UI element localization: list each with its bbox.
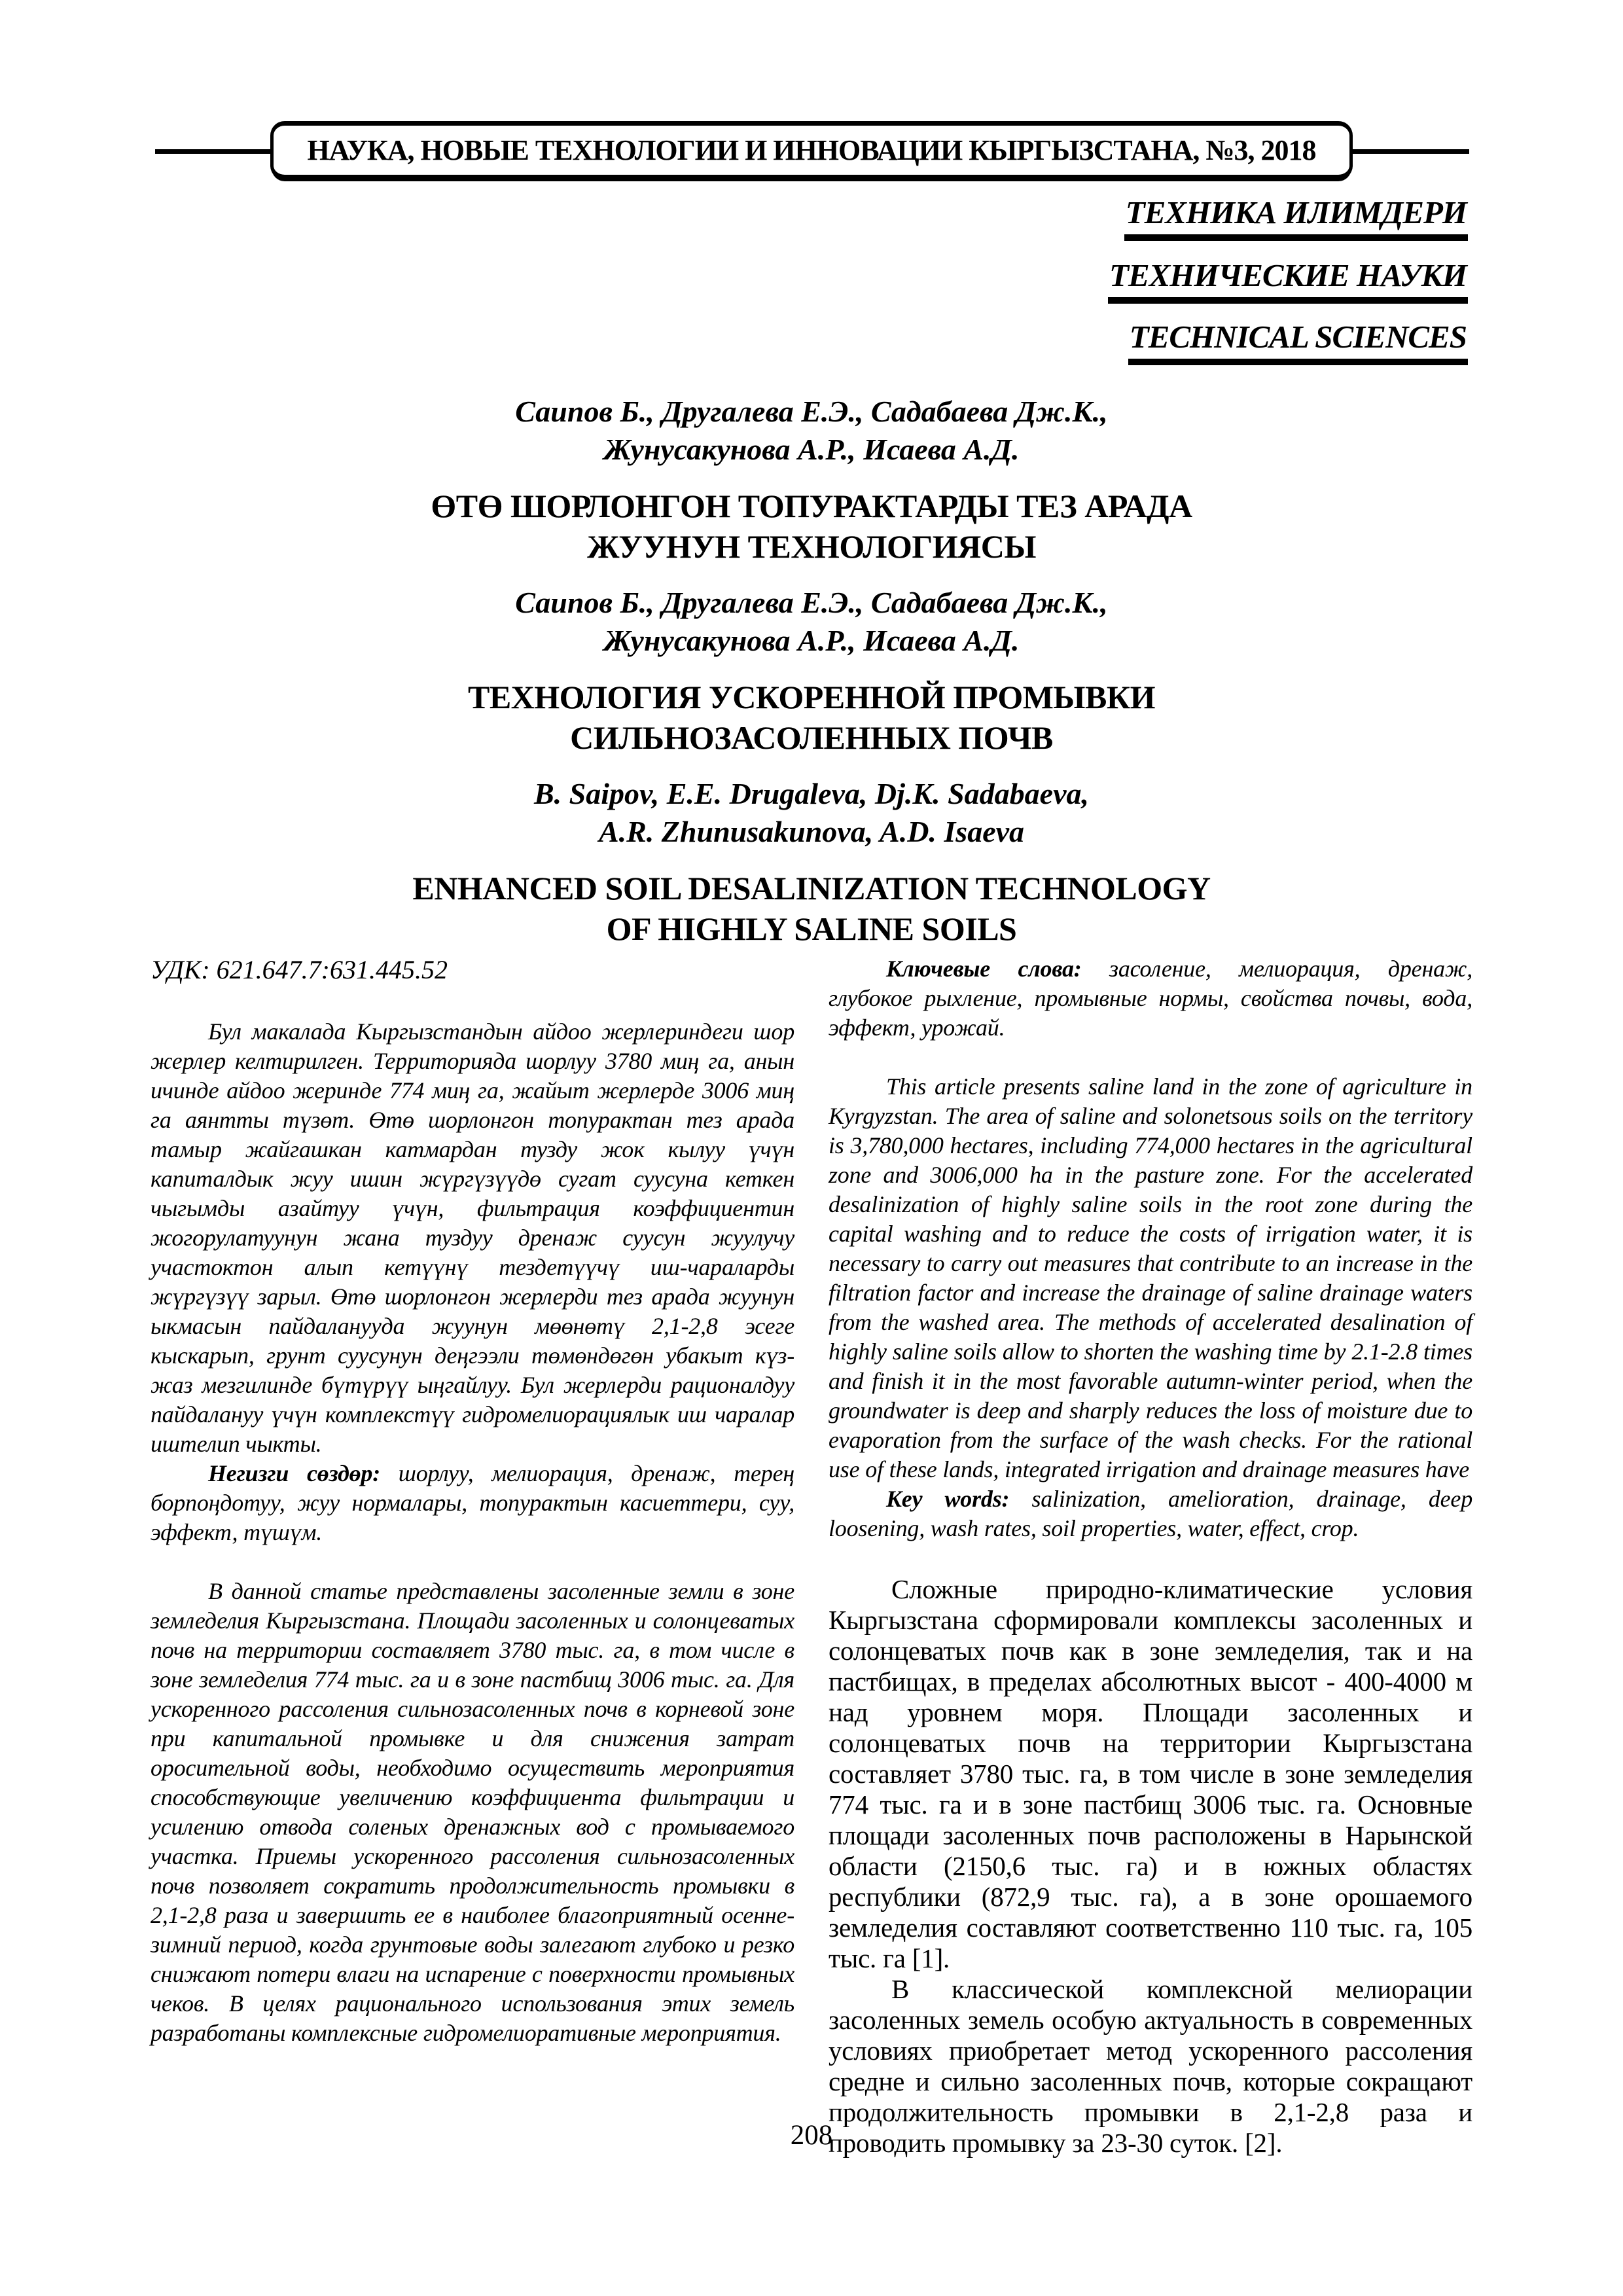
header-rule-left — [155, 149, 272, 154]
journal-title: НАУКА, НОВЫЕ ТЕХНОЛОГИИ И ИННОВАЦИИ КЫРГЫЗСТАНА, №3, 2018 — [307, 134, 1316, 166]
header-rule-right — [1352, 149, 1469, 154]
section-heading-russian-label: ТЕХНИЧЕСКИЕ НАУКИ — [1108, 257, 1468, 304]
authors-english-line1: B. Saipov, E.E. Drugaleva, Dj.K. Sadabaeva, — [533, 777, 1090, 810]
keywords-english-text: salinization, amelioration, drainage, deep loosening, wash rates, soil properties, water, effect, crop. — [829, 1486, 1472, 1541]
section-heading-kyrgyz-label: ТЕХНИКА ИЛИМДЕРИ — [1124, 194, 1468, 241]
abstract-russian: В данной статье представлены засоленные земли в зоне земледелия Кыргызстана. Площади засоленных и солонцеватых почв на территории составляет 3780 тыс. га, в том числе в зоне земледелия 774 тыс. га и в зоне пастбищ 3006 тыс. га. Для ускоренного рассоления сильнозасоленных почв в корневой зоне при капитальной промывке и для снижения затрат оросительной воды, необходимо осуществить мероприятия способствующие увеличению коэффициента фильтрации и усилению отвода соленых дренажных вод с промываемого участка. Приемы ускоренного рассоления сильнозасоленных почв позволяет сократить продолжительность промывки в 2,1-2,8 раза и завершить ее в наиболее благоприятный осенне-зимний период, когда грунтовые воды залегают глубоко и резко снижают потери влаги на испарение с поверхности промывных чеков. В целях рационального использования этих земель разработаны комплексные гидромелиоративные мероприятия. — [151, 1578, 794, 2046]
keywords-kyrgyz — [151, 1459, 794, 1547]
keywords-kyrgyz-text: шорлуу, мелиорация, дренаж, терең борпоңдотуу, жуу нормалары, топурактын касиеттери, суу, эффект, түшүм. — [151, 1460, 795, 1545]
authors-english — [0, 775, 1623, 851]
title-block — [0, 393, 1623, 966]
body-paragraph-2: В классической комплексной мелиорации засоленных земель особую актуальность в современных условиях приобретает метод ускоренного рассоления средне и сильно засоленных почв, которые сокращают продолжительность промывки в 2,1-2,8 раза и проводить промывку за 23-30 суток. [2]. — [829, 1974, 1472, 2158]
authors-kyrgyz-line1: Саипов Б., Другалева Е.Э., Садабаева Дж.К., — [515, 395, 1108, 428]
authors-english-line2: A.R. Zhunusakunova, A.D. Isaeva — [598, 815, 1025, 848]
keywords-kyrgyz-lead: Негизги сөздөр: — [208, 1460, 380, 1486]
article-title-kyrgyz-line1: ӨТӨ ШОРЛОНГОН ТОПУРАКТАРДЫ ТЕЗ АРАДА — [431, 488, 1192, 524]
two-column-body — [151, 954, 1472, 2159]
authors-russian — [0, 584, 1623, 660]
article-title-english-line2: OF HIGHLY SALINE SOILS — [606, 910, 1017, 947]
article-title-kyrgyz — [0, 486, 1623, 567]
abstract-kyrgyz: Бул макалада Кыргызстандын айдоо жерлериндеги шор жерлер келтирилген. Территорияда шорлуу 3780 миң га, анын ичинде айдоо жеринде 774 миң га, жайыт жерлерде 3006 миң га аянтты түзөт. Өтө шорлонгон топурактан тез арада тамыр жайгашкан катмардан тузду жок кылуу үчүн капиталдык жуу ишин жүргүзүүдө сугат суусуна кеткен чыгымды азайтуу үчүн, фильтрация коэффициентин жогорулатуунун жана туздуу дренаж суусун жуулучу участоктон алып кетүүнү тездетүүчү иш-чараларды жүргүзүү зарыл. Өтө шорлонгон жерлерди тез арада жуунун ыкмасын пайдаланууда жуунун мөөнөтү 2,1-2,8 эсеге кыскарып, грунт суусунун деңгээли төмөндөгөн убакыт күз-жаз мезгилинде бүтүрүү ыңгайлуу. Бул жерлерди рационалдуу пайдалануу үчүн комплекстүү гидромелиорациялык иш чаралар иштелип чыкты. — [151, 1018, 794, 1457]
right-column — [829, 954, 1472, 2159]
keywords-russian-text: засоление, мелиорация, дренаж, глубокое рыхление, промывные нормы, свойства почвы, вода, эффект, урожай. — [829, 956, 1472, 1041]
abstract-english: This article presents saline land in the zone of agriculture in Kyrgyzstan. The area of saline and solonetsous soils on the territory is 3,780,000 hectares, including 774,000 hectares in the agricultural zone and 3006,000 ha in the pasture zone. For the accelerated desalinization of highly saline soils in the root zone during the capital washing and to reduce the costs of irrigation water, it is necessary to carry out measures that contribute to an increase in the filtration factor and increase the drainage of saline drainage waters from the washed area. The methods of accelerated desalination of highly saline soils allow to shorten the washing time by 2.1-2.8 times and finish it in the most favorable autumn-winter period, when the groundwater is deep and sharply reduces the loss of moisture due to evaporation from the surface of the wash checks. For the rational use of these lands, integrated irrigation and drainage measures have — [829, 1073, 1472, 1482]
journal-header-box — [270, 121, 1353, 180]
section-heading-english-label: TECHNICAL SCIENCES — [1128, 318, 1468, 365]
section-heading-russian — [1108, 257, 1468, 304]
authors-kyrgyz-line2: Жунусакунова А.Р., Исаева А.Д. — [603, 433, 1020, 466]
authors-kyrgyz — [0, 393, 1623, 469]
authors-russian-line2: Жунусакунова А.Р., Исаева А.Д. — [603, 624, 1020, 657]
section-heading-kyrgyz — [1124, 194, 1468, 241]
keywords-english-lead: Key words: — [886, 1486, 1010, 1512]
authors-russian-line1: Саипов Б., Другалева Е.Э., Садабаева Дж.К., — [515, 586, 1108, 619]
article-title-english-line1: ENHANCED SOIL DESALINIZATION TECHNOLOGY — [412, 870, 1211, 906]
article-title-russian-line1: ТЕХНОЛОГИЯ УСКОРЕННОЙ ПРОМЫВКИ — [467, 679, 1156, 715]
keywords-russian — [829, 954, 1472, 1043]
article-title-russian-line2: СИЛЬНОЗАСОЛЕННЫХ ПОЧВ — [570, 719, 1053, 756]
article-title-russian — [0, 677, 1623, 758]
section-heading-english — [1128, 318, 1468, 365]
keywords-english — [829, 1484, 1472, 1543]
left-column — [151, 954, 794, 2159]
article-title-english — [0, 868, 1623, 949]
article-title-kyrgyz-line2: ЖУУНУН ТЕХНОЛОГИЯСЫ — [587, 528, 1036, 565]
keywords-russian-lead: Ключевые слова: — [886, 956, 1082, 982]
page-number: 208 — [790, 2120, 833, 2151]
udk-code: УДК: 621.647.7:631.445.52 — [151, 955, 448, 984]
body-paragraph-1: Сложные природно-климатические условия Кыргызстана сформировали комплексы засоленных и солонцеватых почв как в зоне земледелия, так и на пастбищах, в пределах абсолютных высот - 400-4000 м над уровнем моря. Площади засоленных и солонцеватых почв на территории Кыргызстана составляет 3780 тыс. га, в том числе в зоне земледелия 774 тыс. га и в зоне пастбищ 3006 тыс. га. Основные площади засоленных почв расположены в Нарынской области (2150,6 тыс. га) и в южных областях республики (872,9 тыс. га), а в зоне орошаемого земледелия составляют соответственно 110 тыс. га, 105 тыс. га [1]. — [829, 1574, 1472, 1973]
